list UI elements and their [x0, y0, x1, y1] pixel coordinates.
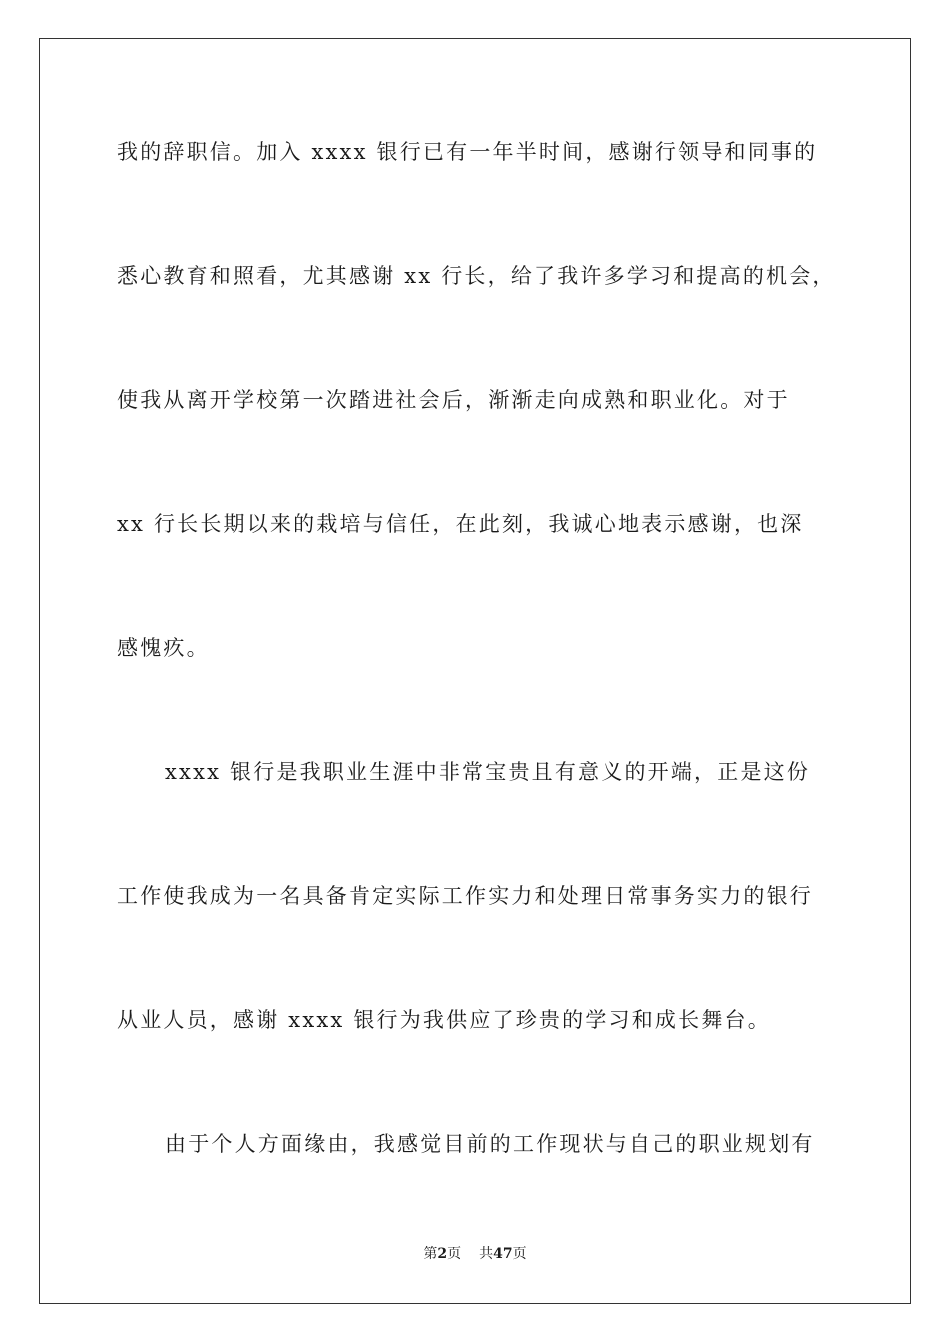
- paragraph-line: 工作使我成为一名具备肯定实际工作实力和处理日常事务实力的银行: [117, 884, 813, 908]
- page-footer: [0, 1244, 950, 1264]
- page-border: [39, 38, 911, 1304]
- paragraph-line: xxxx 银行是我职业生涯中非常宝贵且有意义的开端，正是这份: [165, 760, 811, 784]
- paragraph-line: 感愧疚。: [117, 636, 210, 660]
- page-prefix: 第: [423, 1246, 438, 1262]
- paragraph-line: 使我从离开学校第一次踏进社会后，渐渐走向成熟和职业化。对于: [117, 388, 790, 412]
- total-prefix: 共: [479, 1246, 494, 1262]
- page-suffix: 页: [447, 1246, 462, 1262]
- paragraph-line: xx 行长长期以来的栽培与信任，在此刻，我诚心地表示感谢，也深: [117, 512, 804, 536]
- paragraph-line: 悉心教育和照看，尤其感谢 xx 行长，给了我许多学习和提高的机会，: [117, 264, 836, 288]
- paragraph-line: 由于个人方面缘由，我感觉目前的工作现状与自己的职业规划有: [165, 1132, 815, 1156]
- page-number: 2: [437, 1246, 448, 1262]
- paragraph-line: 我的辞职信。加入 xxxx 银行已有一年半时间，感谢行领导和同事的: [117, 140, 818, 164]
- paragraph-line: 从业人员，感谢 xxxx 银行为我供应了珍贵的学习和成长舞台。: [117, 1008, 771, 1032]
- total-suffix: 页: [512, 1246, 527, 1262]
- total-pages: 47: [493, 1246, 513, 1262]
